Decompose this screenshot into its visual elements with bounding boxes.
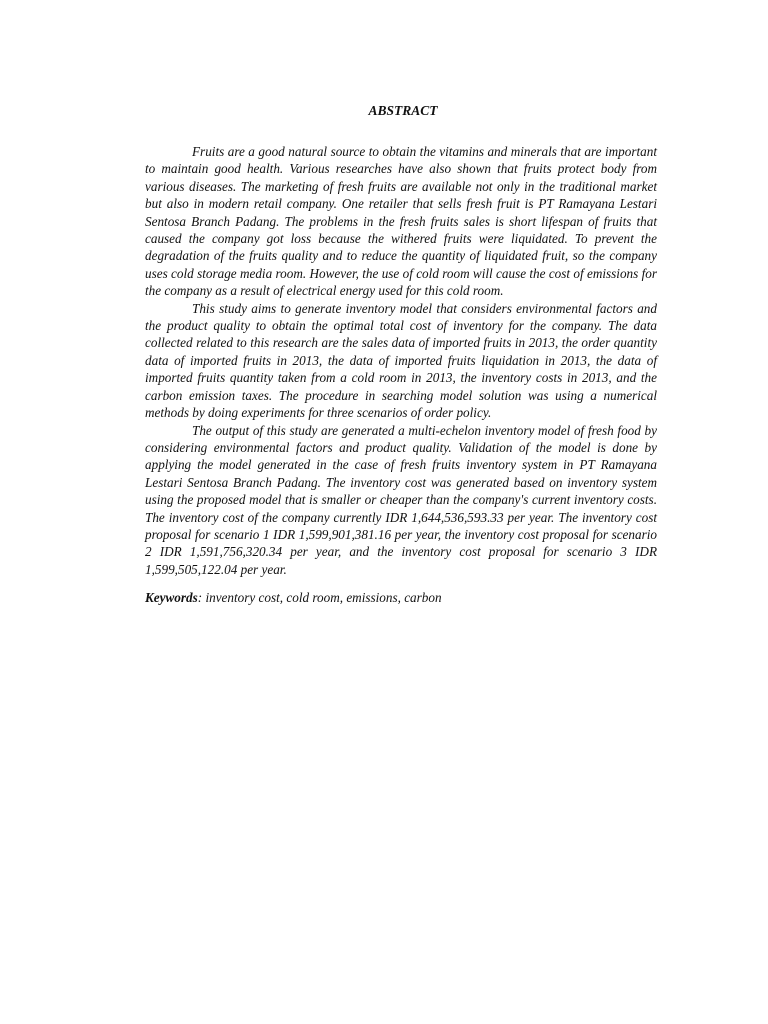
- keywords-label: Keywords: [145, 590, 198, 606]
- abstract-paragraph-3: The output of this study are generated a multi-echelon inventory model of fresh food by considering environmental factors and product quality. Validation of the model is done by applying the model generated in the case of fresh fruits inventory system in PT Ramayana Lestari Sentosa Branch Padang. The inventory cost was generated based on inventory system using the proposed model that is smaller or cheaper than the company's current inventory costs. The inventory cost of the company currently IDR 1,644,536,593.33 per year. The inventory cost proposal for scenario 1 IDR 1,599,901,381.16 per year, the inventory cost proposal for scenario 2 IDR 1,591,756,320.34 per year, and the inventory cost proposal for scenario 3 IDR 1,599,505,122.04 per year.: [145, 422, 657, 577]
- keywords-text: : inventory cost, cold room, emissions, carbon: [197, 590, 442, 606]
- abstract-page: [145, 96, 657, 607]
- abstract-paragraph-2: This study aims to generate inventory model that considers environmental factors and the product quality to obtain the optimal total cost of inventory for the company. The data collected related to this research are the sales data of imported fruits in 2013, the order quantity data of imported fruits in 2013, the data of imported fruits liquidation in 2013, the data of imported fruits quantity taken from a cold room in 2013, the inventory costs in 2013, and the carbon emission taxes. The procedure in searching model solution was using a numerical methods by doing experiments for three scenarios of order policy.: [145, 300, 657, 421]
- keywords-line: [145, 589, 657, 606]
- abstract-title: ABSTRACT: [368, 103, 438, 118]
- abstract-paragraph-1: Fruits are a good natural source to obtain the vitamins and minerals that are important to maintain good health. Various researches have also shown that fruits protect body from various diseases. The marketing of fresh fruits are available not only in the traditional market but also in modern retail company. One retailer that sells fresh fruit is PT Ramayana Lestari Sentosa Branch Padang. The problems in the fresh fruits sales is short lifespan of fruits that caused the company got loss because the withered fruits were liquidated. To prevent the degradation of the fruits quality and to reduce the quantity of liquidated fruit, so the company uses cold storage media room. However, the use of cold room will cause the cost of emissions for the company as a result of electrical energy used for this cold room.: [145, 144, 657, 299]
